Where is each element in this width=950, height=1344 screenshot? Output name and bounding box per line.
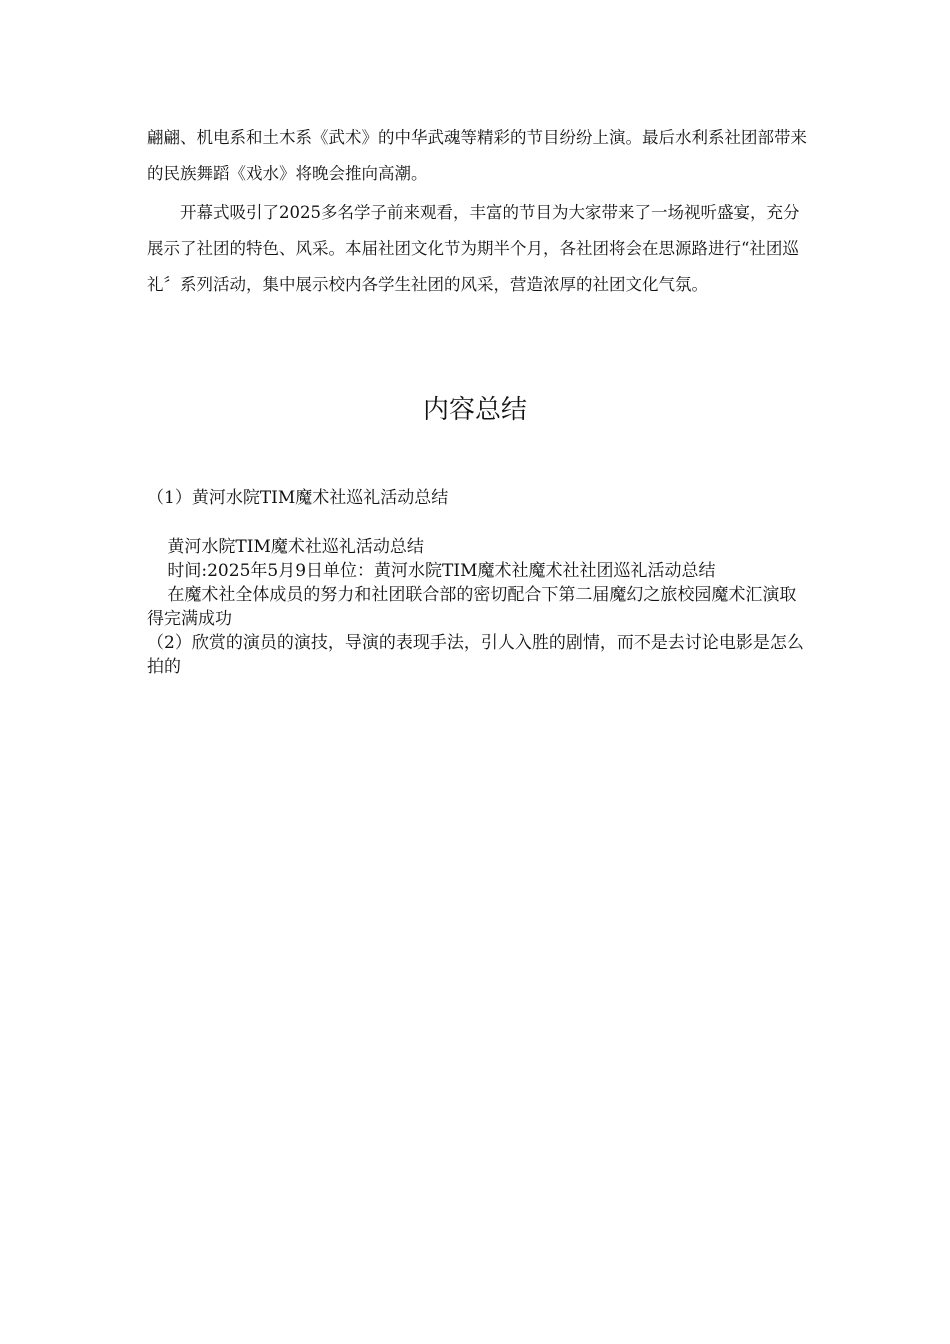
summary-body [147,535,807,679]
paragraph-text: 开幕式吸引了2025多名学子前来观看，丰富的节目为大家带来了一场视听盛宴，充分展示了社团的特色、风采。本届社团文化节为期半个月，各社团将会在思源路进行“社团巡礼〞系列活动，集中展示校内各学生社团的风采，营造浓厚的社团文化气氛。 [147,203,800,294]
summary-item-2: （2）欣赏的演员的演技，导演的表现手法，引人入胜的剧情，而不是去讨论电影是怎么拍的 [147,633,804,677]
body-paragraph-opening-ceremony [147,195,807,303]
summary-item-1-text: （1）黄河水院TIM魔术社巡礼活动总结 [147,488,449,508]
body-paragraph-continuation [147,120,807,192]
summary-line-result: 在魔术社全体成员的努力和社团联合部的密切配合下第二届魔幻之旅校园魔术汇演取得完满成功 [147,585,797,629]
summary-line-title: 黄河水院TIM魔术社巡礼活动总结 [167,537,424,557]
section-heading: 内容总结 [422,395,527,425]
summary-line-time: 时间:2025年5月9日单位：黄河水院TIM魔术社魔术社社团巡礼活动总结 [167,561,716,581]
paragraph-text: 翩翩、机电系和土木系《武术》的中华武魂等精彩的节目纷纷上演。最后水利系社团部带来的民族舞蹈《戏水》将晚会推向高潮。 [147,128,807,183]
summary-item-1 [147,486,807,510]
